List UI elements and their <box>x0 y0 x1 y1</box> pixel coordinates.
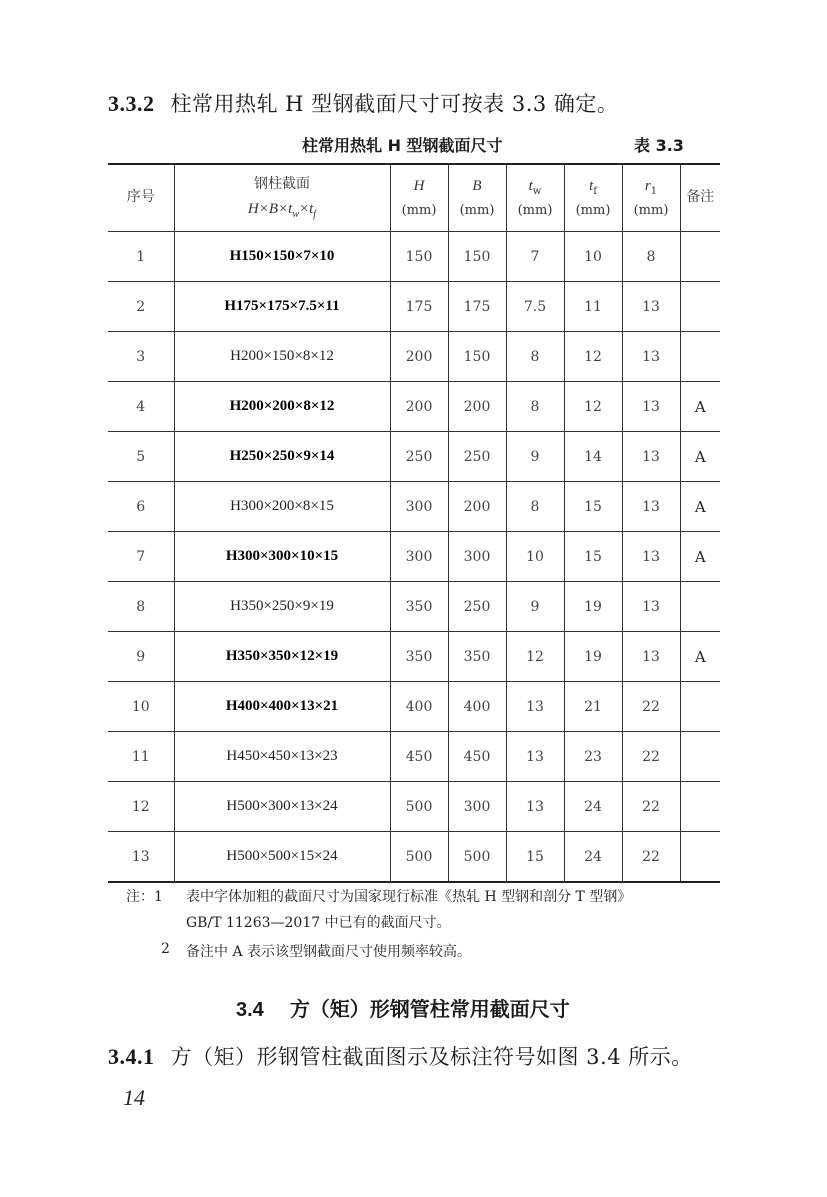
cell-seq: 2 <box>108 282 174 332</box>
header-tw-sub: w <box>532 185 542 197</box>
cell-tf: 15 <box>564 482 622 532</box>
cell-B: 200 <box>448 382 506 432</box>
table-row <box>108 232 720 282</box>
table-row <box>108 782 720 832</box>
cell-B: 150 <box>448 232 506 282</box>
cell-tw: 12 <box>506 632 564 682</box>
clause-3-3-2 <box>108 88 618 118</box>
cell-B: 250 <box>448 432 506 482</box>
cell-tw: 7.5 <box>506 282 564 332</box>
cell-remark <box>680 282 720 332</box>
cell-section: H200×200×8×12 <box>174 382 390 432</box>
cell-B: 150 <box>448 332 506 382</box>
cell-section: H250×250×9×14 <box>174 432 390 482</box>
header-H-unit: (mm) <box>401 202 437 218</box>
table-row <box>108 582 720 632</box>
header-remark: 备注 <box>680 164 720 232</box>
header-H <box>390 164 448 232</box>
cell-tf: 24 <box>564 782 622 832</box>
cell-section: H350×250×9×19 <box>174 582 390 632</box>
cell-section: H175×175×7.5×11 <box>174 282 390 332</box>
cell-tw: 8 <box>506 332 564 382</box>
cell-remark: A <box>680 632 720 682</box>
cell-tw: 9 <box>506 582 564 632</box>
cell-r1: 22 <box>622 782 680 832</box>
cell-H: 300 <box>390 532 448 582</box>
header-section-title: 钢柱截面 <box>254 176 310 193</box>
clause-text: 方（矩）形钢管柱截面图示及标注符号如图 3.4 所示。 <box>170 1045 693 1069</box>
cell-H: 450 <box>390 732 448 782</box>
cell-H: 400 <box>390 682 448 732</box>
cell-r1: 13 <box>622 332 680 382</box>
cell-B: 350 <box>448 632 506 682</box>
cell-remark <box>680 832 720 883</box>
cell-remark: A <box>680 532 720 582</box>
table-row <box>108 682 720 732</box>
cell-remark: A <box>680 432 720 482</box>
cell-section: H450×450×13×23 <box>174 732 390 782</box>
cell-B: 200 <box>448 482 506 532</box>
cell-seq: 3 <box>108 332 174 382</box>
cell-r1: 13 <box>622 532 680 582</box>
cell-section: H300×300×10×15 <box>174 532 390 582</box>
cell-tw: 13 <box>506 732 564 782</box>
header-tf-symbol: t <box>589 178 594 195</box>
cell-tf: 23 <box>564 732 622 782</box>
note-1-line-2: GB/T 11263—2017 中已有的截面尺寸。 <box>186 915 451 931</box>
cell-tf: 10 <box>564 232 622 282</box>
cell-H: 350 <box>390 582 448 632</box>
cell-tw: 13 <box>506 682 564 732</box>
cell-remark: A <box>680 382 720 432</box>
cell-remark <box>680 682 720 732</box>
cell-seq: 4 <box>108 382 174 432</box>
cell-B: 400 <box>448 682 506 732</box>
cell-tf: 14 <box>564 432 622 482</box>
table-caption: 柱常用热轧 H 型钢截面尺寸 <box>302 136 503 155</box>
clause-number: 3.3.2 <box>108 91 155 116</box>
cell-H: 500 <box>390 782 448 832</box>
clause-number: 3.4.1 <box>108 1044 155 1069</box>
header-r1-symbol: r <box>644 178 651 195</box>
cell-section: H500×300×13×24 <box>174 782 390 832</box>
note-2-number: 2 <box>161 941 170 957</box>
cell-tw: 8 <box>506 382 564 432</box>
cell-seq: 11 <box>108 732 174 782</box>
header-seq: 序号 <box>108 164 174 232</box>
cell-H: 250 <box>390 432 448 482</box>
cell-B: 250 <box>448 582 506 632</box>
cell-remark: A <box>680 482 720 532</box>
header-H-symbol: H <box>413 178 425 195</box>
header-B <box>448 164 506 232</box>
header-r1-unit: (mm) <box>633 202 669 218</box>
header-r1-sub: 1 <box>650 185 658 197</box>
cell-section: H350×350×12×19 <box>174 632 390 682</box>
clause-text: 柱常用热轧 H 型钢截面尺寸可按表 3.3 确定。 <box>170 92 619 116</box>
table-header-row <box>108 164 720 232</box>
table-row <box>108 482 720 532</box>
cell-tw: 10 <box>506 532 564 582</box>
note-marker: 注：1 <box>126 889 163 905</box>
cell-tf: 19 <box>564 582 622 632</box>
h-section-table <box>108 163 720 883</box>
cell-tf: 11 <box>564 282 622 332</box>
header-tf-sub: f <box>593 185 597 197</box>
cell-tw: 9 <box>506 432 564 482</box>
section-title: 方（矩）形钢管柱常用截面尺寸 <box>289 997 570 1021</box>
table-row <box>108 832 720 883</box>
clause-3-4-1 <box>108 1041 693 1071</box>
cell-B: 175 <box>448 282 506 332</box>
note-1-line-1: 表中字体加粗的截面尺寸为国家现行标准《热轧 H 型钢和剖分 T 型钢》 <box>186 889 632 905</box>
header-tf-unit: (mm) <box>575 202 611 218</box>
header-section <box>174 164 390 232</box>
cell-section: H300×200×8×15 <box>174 482 390 532</box>
cell-remark <box>680 582 720 632</box>
cell-section: H400×400×13×21 <box>174 682 390 732</box>
table-row <box>108 632 720 682</box>
cell-remark <box>680 332 720 382</box>
cell-r1: 13 <box>622 382 680 432</box>
cell-seq: 13 <box>108 832 174 883</box>
header-B-unit: (mm) <box>459 202 495 218</box>
cell-seq: 10 <box>108 682 174 732</box>
table-row <box>108 732 720 782</box>
cell-remark <box>680 732 720 782</box>
cell-H: 350 <box>390 632 448 682</box>
cell-r1: 13 <box>622 482 680 532</box>
cell-r1: 22 <box>622 832 680 883</box>
cell-remark <box>680 232 720 282</box>
table-number: 表 3.3 <box>634 136 684 155</box>
cell-r1: 13 <box>622 582 680 632</box>
section-heading-3-4 <box>236 993 570 1022</box>
header-r1 <box>622 164 680 232</box>
cell-r1: 13 <box>622 432 680 482</box>
table-row <box>108 532 720 582</box>
header-tw-unit: (mm) <box>517 202 553 218</box>
cell-section: H500×500×15×24 <box>174 832 390 883</box>
cell-seq: 7 <box>108 532 174 582</box>
cell-r1: 22 <box>622 682 680 732</box>
page-number: 14 <box>123 1085 145 1110</box>
header-tw-symbol: t <box>528 178 533 195</box>
table-row <box>108 382 720 432</box>
cell-B: 300 <box>448 532 506 582</box>
cell-seq: 6 <box>108 482 174 532</box>
cell-B: 500 <box>448 832 506 883</box>
cell-r1: 13 <box>622 282 680 332</box>
cell-tw: 7 <box>506 232 564 282</box>
cell-tf: 21 <box>564 682 622 732</box>
cell-tf: 19 <box>564 632 622 682</box>
cell-r1: 22 <box>622 732 680 782</box>
section-number: 3.4 <box>236 999 264 1021</box>
cell-H: 175 <box>390 282 448 332</box>
cell-H: 300 <box>390 482 448 532</box>
cell-section: H150×150×7×10 <box>174 232 390 282</box>
cell-seq: 9 <box>108 632 174 682</box>
cell-section: H200×150×8×12 <box>174 332 390 382</box>
cell-H: 200 <box>390 382 448 432</box>
cell-H: 200 <box>390 332 448 382</box>
cell-seq: 1 <box>108 232 174 282</box>
cell-r1: 8 <box>622 232 680 282</box>
table-row <box>108 332 720 382</box>
cell-H: 500 <box>390 832 448 883</box>
cell-tf: 12 <box>564 382 622 432</box>
cell-tw: 13 <box>506 782 564 832</box>
cell-remark <box>680 782 720 832</box>
table-row <box>108 432 720 482</box>
cell-tf: 12 <box>564 332 622 382</box>
cell-seq: 5 <box>108 432 174 482</box>
cell-H: 150 <box>390 232 448 282</box>
header-B-symbol: B <box>472 178 482 195</box>
cell-tf: 15 <box>564 532 622 582</box>
cell-r1: 13 <box>622 632 680 682</box>
header-tw <box>506 164 564 232</box>
table-row <box>108 282 720 332</box>
note-2-text: 备注中 A 表示该型钢截面尺寸使用频率较高。 <box>186 944 472 960</box>
header-section-formula: $H\times B\times t_w\times t_f$ <box>247 200 317 220</box>
table-body <box>108 232 720 883</box>
cell-tw: 15 <box>506 832 564 883</box>
header-tf <box>564 164 622 232</box>
cell-B: 300 <box>448 782 506 832</box>
cell-tf: 24 <box>564 832 622 883</box>
cell-B: 450 <box>448 732 506 782</box>
cell-seq: 8 <box>108 582 174 632</box>
cell-tw: 8 <box>506 482 564 532</box>
cell-seq: 12 <box>108 782 174 832</box>
